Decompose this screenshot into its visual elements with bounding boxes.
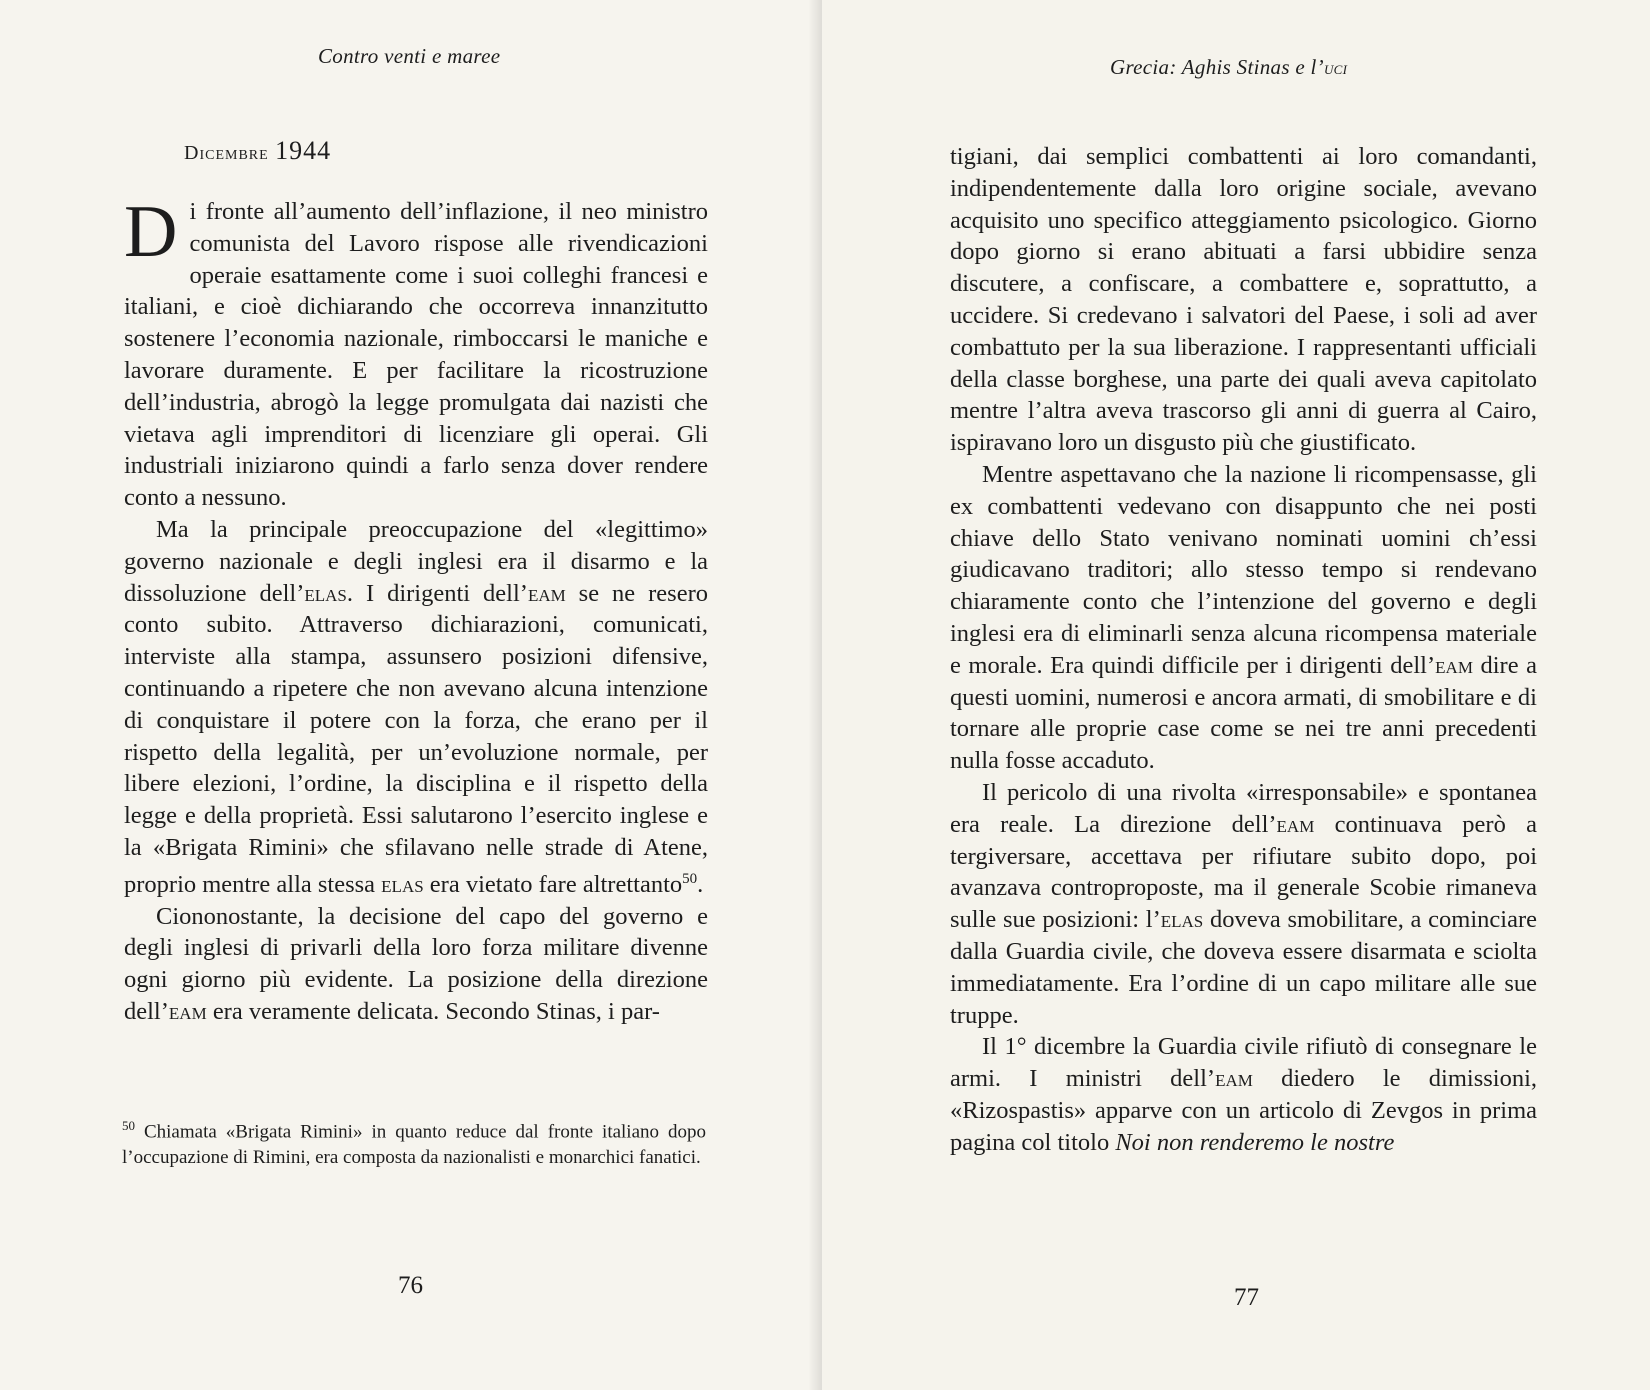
left-paragraph-2: Ma la principale preoccupazione del «legittimo» governo nazionale e degli inglesi era il disarmo e la dissoluzione dell’elas. I dirigenti dell’eam se ne resero conto subito. Attraverso dichiarazioni, comunicati, interviste alla stampa, assunsero posizioni difensive, continuando a ripetere che non avevano alcuna intenzione di conquistare il potere con la forza, che erano per il rispetto della legalità, per un’evoluzione normale, per libere elezioni, l’ordine, la disciplina e il rispetto della legge e della proprietà. Essi salutarono l’esercito inglese e la «Brigata Rimini» che sfilavano nelle strade di Atene, proprio mentre alla stessa elas era vietato fare altrettanto$^{50}$. bbox=[124, 515, 708, 898]
left-body-text bbox=[124, 191, 708, 1028]
right-paragraph-3-text: Il pericolo di una rivolta «irresponsabile» e spontanea era reale. La direzione dell’eam continuava però a tergiversare, accettava per rifiutare subito dopo, poi avanzava controproposte, ma il generale Scobie rimaneva sulle sue posizioni: l’elas doveva smobilitare, a cominciare dalla Guardia civile, che doveva essere disarmata e sciolta immediatamente. Era l’ordine di un capo militare alle sue truppe. bbox=[950, 778, 1537, 1029]
right-paragraph-2 bbox=[950, 459, 1537, 777]
footnote-reference[interactable]: 50 bbox=[682, 870, 698, 887]
footnote-number: 50 bbox=[122, 1118, 135, 1133]
footnote bbox=[122, 1113, 706, 1170]
left-paragraph-1-text: i fronte all’aumento dell’inflazione, il neo ministro comunista del Lavoro rispose alle rivendicazioni operaie esattamente come i suoi colleghi francesi e italiani, e cioè dichiarando che occorreva innanzitutto sostenere l’economia nazionale, rimboccarsi le maniche e lavorare duramente. E per facilitare la ricostruzione dell’industria, abrogò la legge promulgata dai nazisti che vietava agli imprenditori di licenziare gli operai. Gli industriali iniziarono quindi a farlo senza dover rendere conto a nessuno. bbox=[124, 198, 708, 512]
right-paragraph-3 bbox=[950, 777, 1537, 1031]
left-page-number: 76 bbox=[398, 1272, 423, 1299]
right-running-head-acronym: uci bbox=[1323, 58, 1348, 78]
section-heading-year: 1944 bbox=[275, 136, 332, 165]
left-paragraph-3 bbox=[124, 901, 708, 1028]
article-title-italic: Noi non renderemo le nostre bbox=[1115, 1128, 1395, 1156]
right-paragraph-1-text: tigiani, dai semplici combattenti ai loro comandanti, indipendentemente dalla loro origine sociale, avevano acquisito uno specifico atteggiamento psicologico. Giorno dopo giorno si erano abituati a farsi ubbidire senza discutere, a confiscare, a combattere e, soprattutto, a uccidere. Si credevano i salvatori del Paese, i soli ad aver combattuto per la sua liberazione. I rappresentanti ufficiali della classe borghese, una parte dei quali aveva capitolato mentre l’altra aveva trascorso gli anni di guerra al Cairo, ispiravano loro un disgusto più che giustificato. bbox=[950, 143, 1537, 457]
right-page-number: 77 bbox=[1234, 1284, 1259, 1311]
right-paragraph-4 bbox=[950, 1031, 1537, 1158]
left-paragraph-1 bbox=[124, 191, 708, 514]
right-page bbox=[822, 0, 1650, 1390]
section-heading-word: Dicembre bbox=[184, 142, 269, 164]
left-paragraph-2-text: Ma la principale preoccupazione del «legittimo» governo nazionale e degli inglesi era il disarmo e la dissoluzione dell’elas. I dirigenti dell’eam se ne resero conto subito. Attraverso dichiarazioni, comunicati, interviste alla stampa, assunsero posizioni difensive, continuando a ripetere che non avevano alcuna intenzione di conquistare il potere con la forza, che erano per il rispetto della legalità, per un’evoluzione normale, per libere elezioni, l’ordine, la disciplina e il rispetto della legge e della proprietà. Essi salutarono l’esercito inglese e la «Brigata Rimini» che sfilavano nelle strade di Atene, proprio mentre alla stessa elas era vietato fare altrettanto bbox=[124, 515, 708, 898]
right-running-head-text: Grecia: Aghis Stinas e l’ bbox=[1110, 55, 1324, 79]
section-heading bbox=[184, 136, 331, 166]
right-running-head bbox=[1110, 55, 1347, 80]
left-running-head: Contro venti e maree bbox=[318, 44, 501, 68]
right-paragraph-2-text: Mentre aspettavano che la nazione li ricompensasse, gli ex combattenti vedevano con disappunto che nei posti chiave dello Stato venivano nominati uomini ch’essi giudicavano traditori; allo stesso tempo si rendevano chiaramente conto che l’intenzione del governo e degli inglesi era di eliminarli senza alcuna ricompensa materiale e morale. Era quindi difficile per i dirigenti dell’eam dire a questi uomini, numerosi e ancora armati, di smobilitare e di tornare alle proprie case come se nei tre anni precedenti nulla fosse accaduto. bbox=[950, 460, 1538, 775]
drop-cap: D bbox=[124, 191, 178, 273]
right-paragraph-1 bbox=[950, 141, 1537, 459]
right-body-text bbox=[950, 141, 1537, 1159]
right-paragraph-4-text: Il 1° dicembre la Guardia civile rifiutò di consegnare le armi. I ministri dell’eam diedero le dimissioni, «Rizospastis» apparve con un articolo di Zevgos in prima pagina col titolo bbox=[950, 1033, 1537, 1156]
footnote-text: Chiamata «Brigata Rimini» in quanto reduce dal fronte italiano dopo l’occupazione di Rimini, era composta da nazionalisti e monarchici fanatici. bbox=[122, 1121, 706, 1168]
left-paragraph-3-text: Ciononostante, la decisione del capo del governo e degli inglesi di privarli della loro forza militare divenne ogni giorno più evidente. La posizione della direzione dell’eam era veramente delicata. Secondo Stinas, i par- bbox=[124, 902, 708, 1026]
left-page bbox=[0, 0, 822, 1390]
